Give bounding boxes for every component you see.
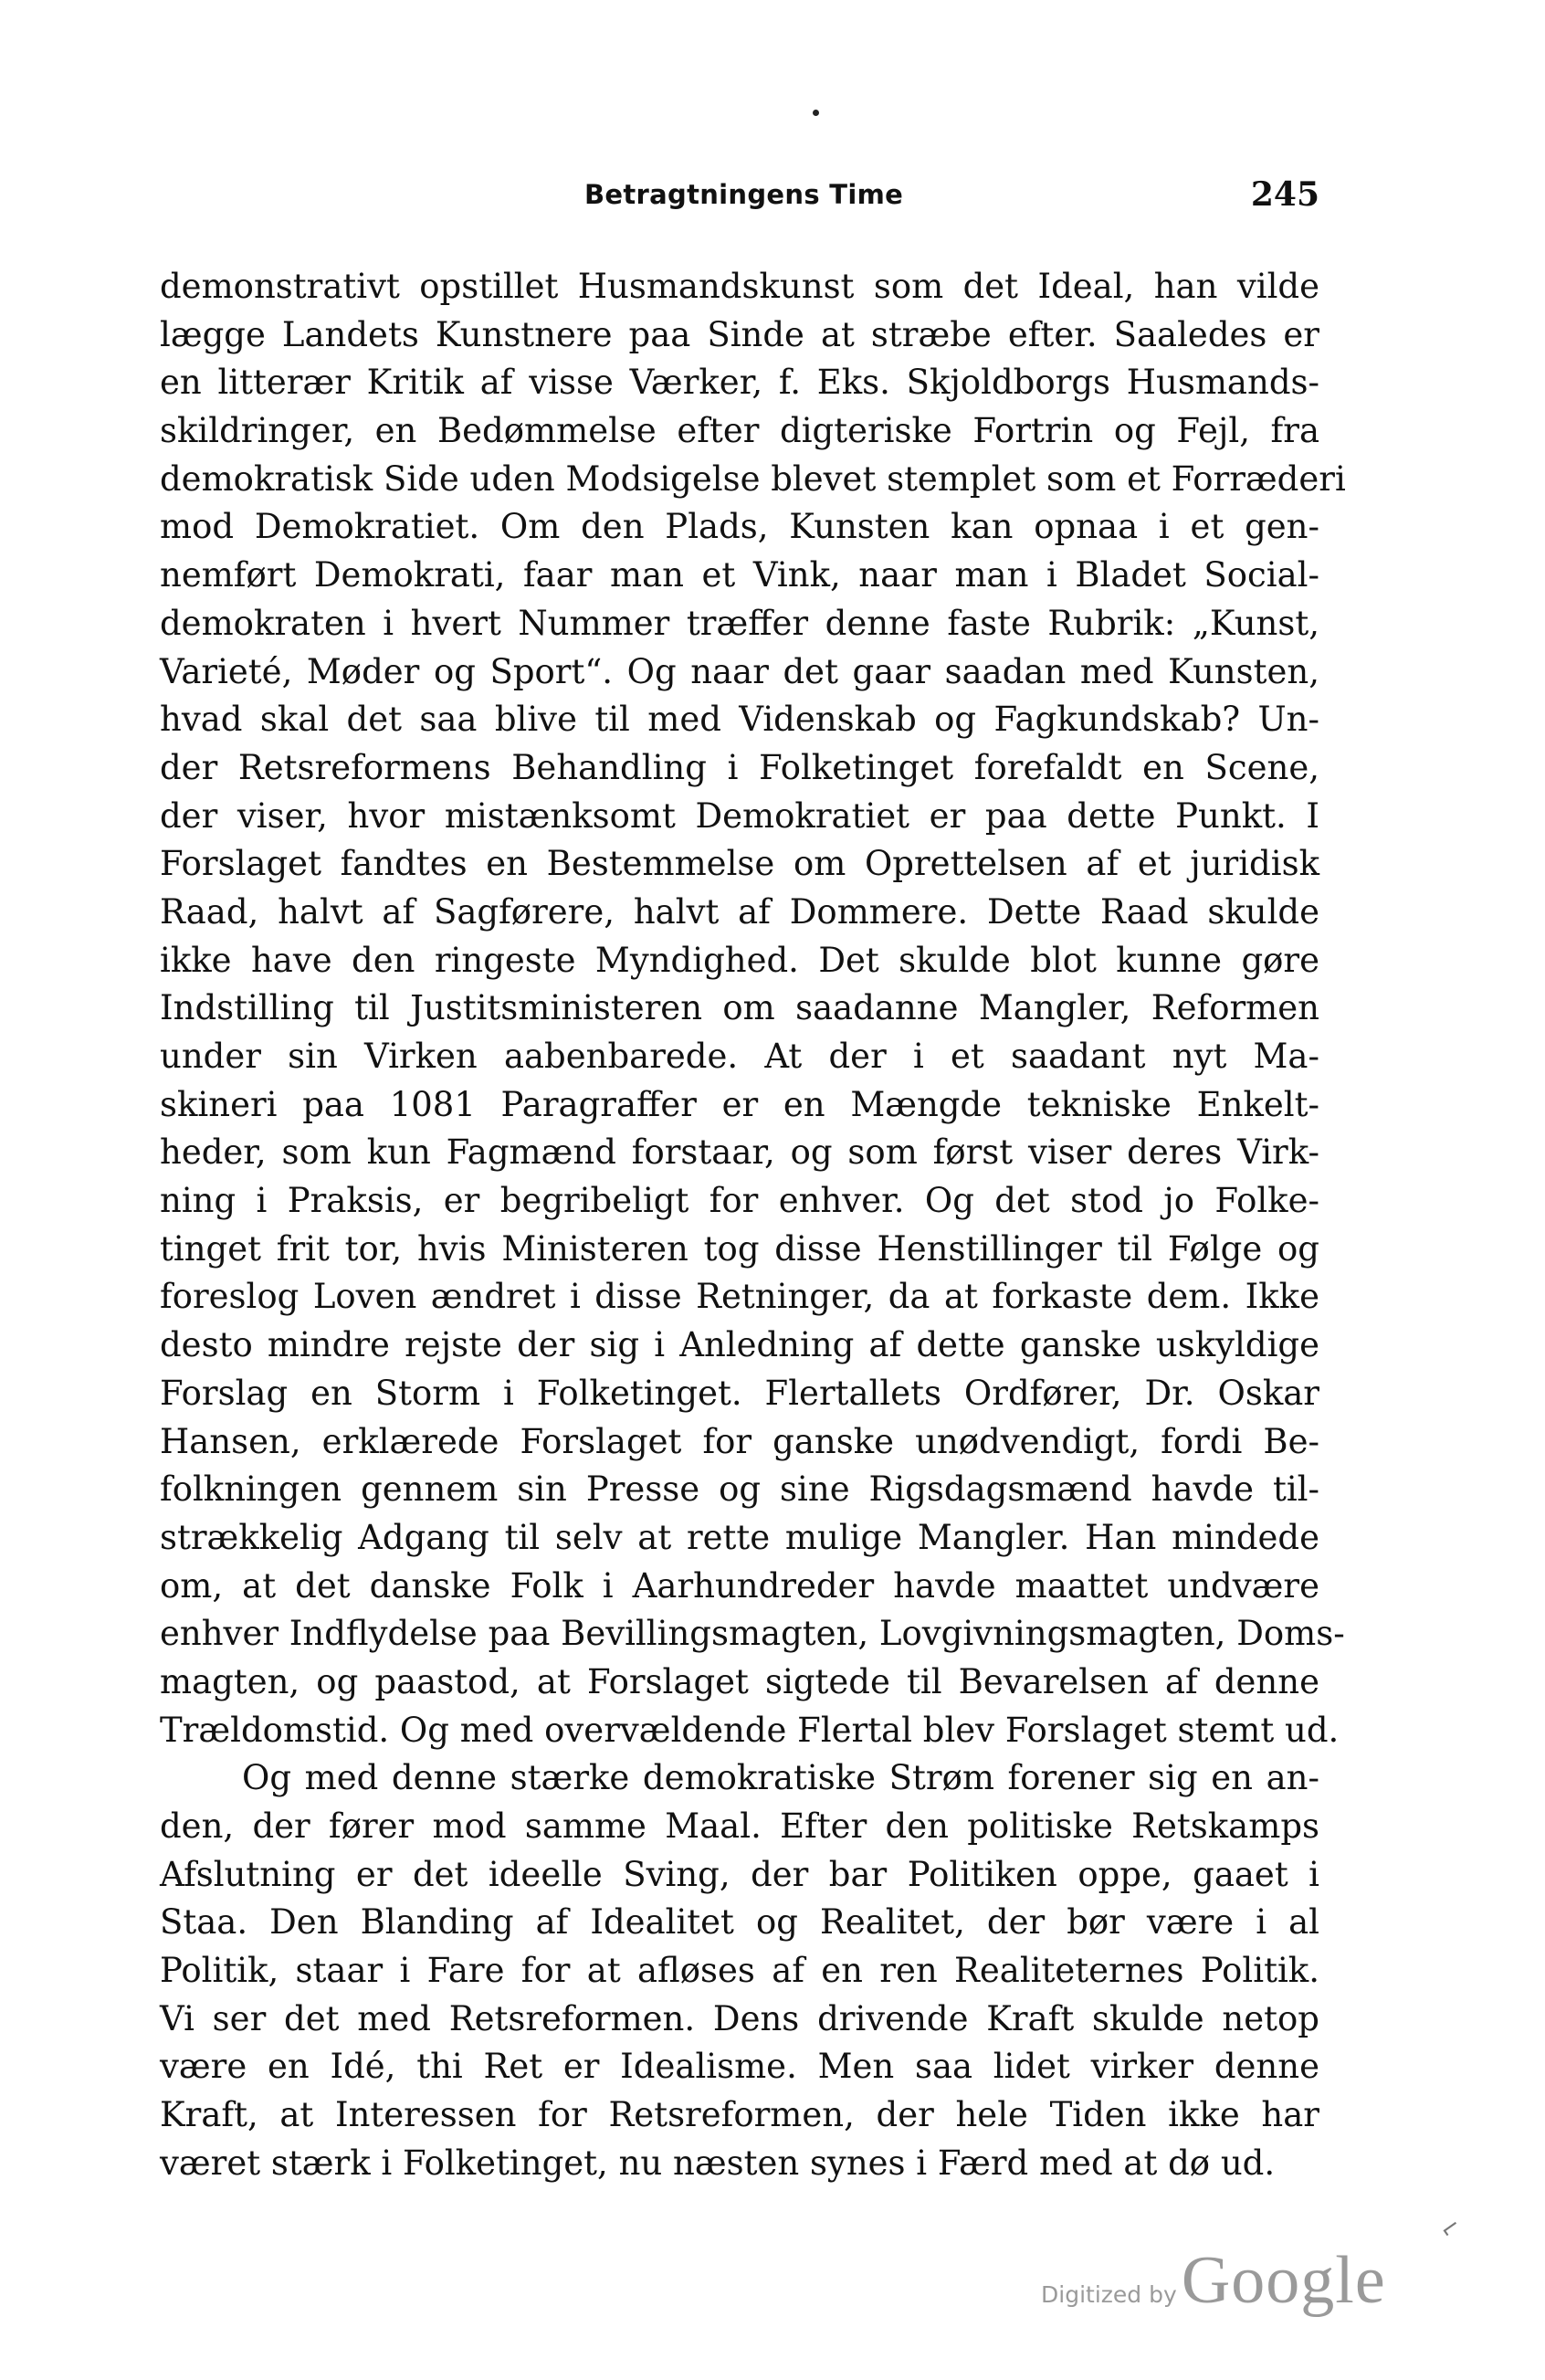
text-line: skildringer, en Bedømmelse efter digteriske Fortrin og Fejl, fra <box>160 411 1319 451</box>
text-line: Kraft, at Interessen for Retsreformen, der hele Tiden ikke har <box>160 2095 1319 2135</box>
text-line: ning i Praksis, er begribeligt for enhver. Og det stod jo Folke- <box>160 1181 1319 1221</box>
text-line: været stærk i Folketinget, nu næsten synes i Færd med at dø ud. <box>160 2143 1276 2183</box>
watermark-prefix: Digitized by <box>1041 2281 1177 2308</box>
text-line: Staa. Den Blanding af Idealitet og Realitet, der bør være i al <box>160 1902 1319 1943</box>
text-line: Afslutning er det ideelle Sving, der bar Politiken oppe, gaaet i <box>160 1854 1319 1894</box>
text-line: desto mindre rejste der sig i Anledning af dette ganske uskyldige <box>160 1325 1319 1365</box>
text-line: enhver Indflydelse paa Bevillingsmagten, Lovgivningsmagten, Doms- <box>160 1614 1345 1654</box>
text-line: Indstilling til Justitsministeren om saadanne Mangler, Reformen <box>160 988 1319 1028</box>
text-line: demokratisk Side uden Modsigelse blevet stemplet som et Forræderi <box>160 458 1346 499</box>
text-line: en litterær Kritik af visse Værker, f. Eks. Skjoldborgs Husmands- <box>160 363 1319 403</box>
text-line: Hansen, erklærede Forslaget for ganske unødvendigt, fordi Be- <box>160 1421 1319 1461</box>
text-line: Politik, staar i Fare for at afløses af en ren Realiteternes Politik. <box>160 1951 1319 1991</box>
body-text <box>160 263 1346 2188</box>
text-line: magten, og paastod, at Forslaget sigtede til Bevarelsen af denne <box>160 1661 1319 1701</box>
text-line: demonstrativt opstillet Husmandskunst som det Ideal, han vilde <box>160 267 1319 306</box>
pen-mark-icon: ⌐ <box>1435 2211 1467 2246</box>
text-line: tinget frit tor, hvis Ministeren tog disse Henstillinger til Følge og <box>160 1228 1319 1269</box>
text-line: ikke have den ringeste Myndighed. Det skulde blot kunne gøre <box>160 940 1319 980</box>
text-line: der Retsreformens Behandling i Folketinget forefaldt en Scene, <box>160 747 1319 787</box>
text-line: strækkelig Adgang til selv at rette mulige Mangler. Han mindede <box>160 1517 1319 1557</box>
printed-dot-mark <box>813 110 819 116</box>
text-line: den, der fører mod samme Maal. Efter den politiske Retskamps <box>160 1806 1319 1846</box>
text-line: være en Idé, thi Ret er Idealisme. Men saa lidet virker denne <box>160 2047 1319 2087</box>
text-line: der viser, hvor mistænksomt Demokratiet er paa dette Punkt. I <box>160 795 1319 836</box>
text-line: Og med denne stærke demokratiske Strøm forener sig en an- <box>242 1758 1319 1798</box>
text-line: om, at det danske Folk i Aarhundreder havde maattet undvære <box>160 1565 1319 1606</box>
text-line: heder, som kun Fagmænd forstaar, og som først viser deres Virk- <box>160 1132 1319 1173</box>
text-line: demokraten i hvert Nummer træffer denne faste Rubrik: „Kunst, <box>160 603 1319 643</box>
text-line: lægge Landets Kunstnere paa Sinde at stræbe efter. Saaledes er <box>160 314 1319 354</box>
text-line: Forslag en Storm i Folketinget. Flertallets Ordfører, Dr. Oskar <box>160 1373 1319 1413</box>
running-title: Betragtningens Time <box>584 179 904 210</box>
text-line: under sin Virken aabenbarede. At der i et saadant nyt Ma- <box>160 1037 1319 1076</box>
text-line: skineri paa 1081 Paragraffer er en Mængde tekniske Enkelt- <box>160 1084 1319 1124</box>
page-header <box>160 175 1319 225</box>
text-line: hvad skal det saa blive til med Videnskab og Fagkundskab? Un- <box>160 700 1319 740</box>
text-line: foreslog Loven ændret i disse Retninger, da at forkaste dem. Ikke <box>160 1277 1319 1317</box>
text-line: Forslaget fandtes en Bestemmelse om Oprettelsen af et juridisk <box>160 844 1319 884</box>
digitized-watermark <box>1041 2242 1386 2320</box>
watermark-logo: Google <box>1181 2243 1386 2318</box>
page-number: 245 <box>1250 175 1319 214</box>
text-line: mod Demokratiet. Om den Plads, Kunsten kan opnaa i et gen- <box>160 507 1319 547</box>
text-line: folkningen gennem sin Presse og sine Rigsdagsmænd havde til- <box>160 1469 1319 1510</box>
text-line: nemført Demokrati, faar man et Vink, naar man i Bladet Social- <box>160 555 1319 595</box>
text-line: Vi ser det med Retsreformen. Dens drivende Kraft skulde netop <box>160 1998 1319 2038</box>
text-line: Varieté, Møder og Sport“. Og naar det gaar saadan med Kunsten, <box>160 651 1319 691</box>
text-line: Raad, halvt af Sagførere, halvt af Dommere. Dette Raad skulde <box>160 891 1319 932</box>
text-line: Trældomstid. Og med overvældende Flertal blev Forslaget stemt ud. <box>160 1710 1340 1750</box>
